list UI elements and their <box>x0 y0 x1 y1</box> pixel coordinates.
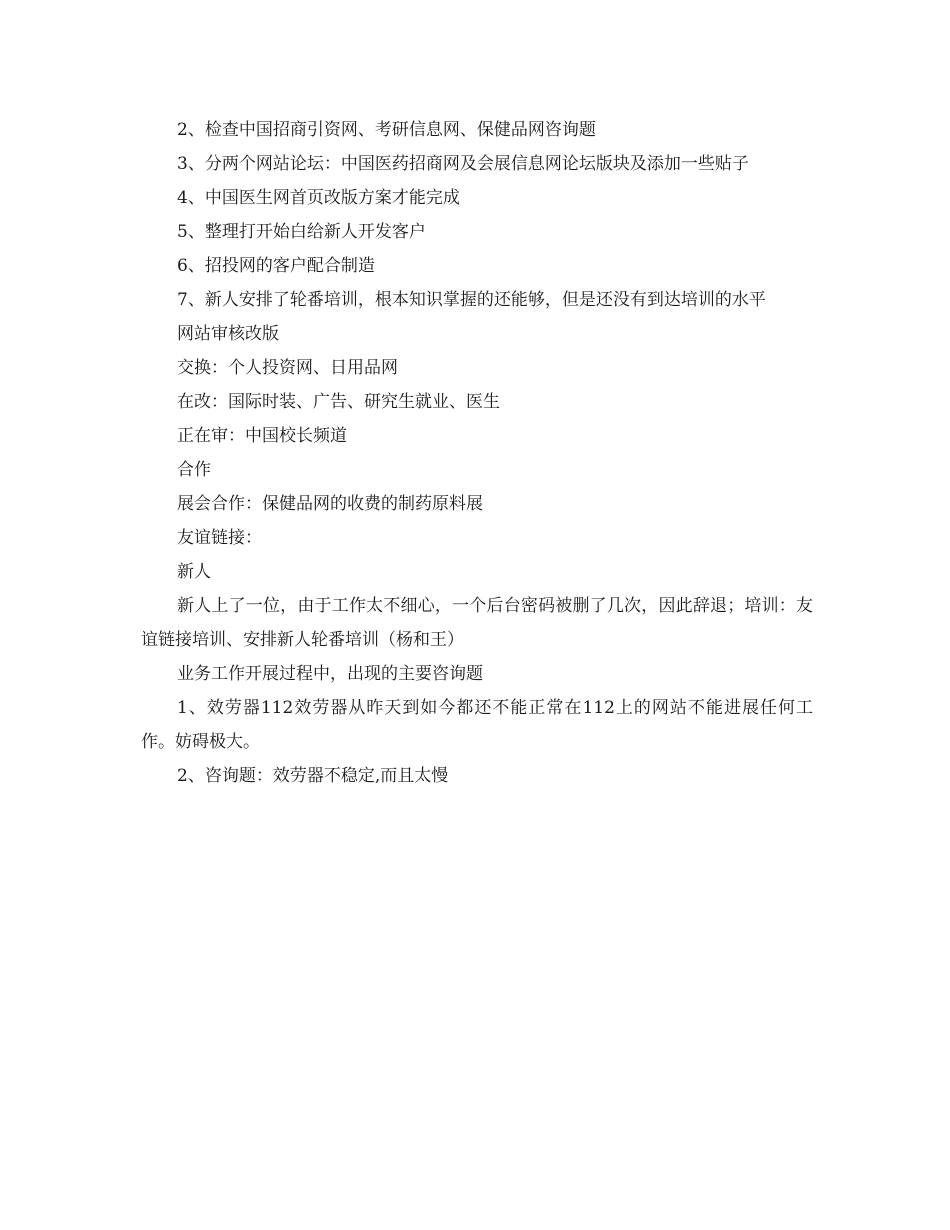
list-item-client-cooperation: 6、招投网的客户配合制造 <box>177 256 375 276</box>
list-item-forums: 3、分两个网站论坛：中国医药招商网及会展信息网论坛版块及添加一些贴子 <box>177 154 749 174</box>
paragraph-exchange: 交换：个人投资网、日用品网 <box>177 358 398 378</box>
list-item-server-unstable: 2、咨询题：效劳器不稳定,而且太慢 <box>177 766 449 786</box>
paragraph-new-staff: 新人上了一位，由于工作太不细心，一个后台密码被删了几次，因此辞退；培训：友谊链接培训、安排新人轮番培训（杨和王） <box>141 596 813 650</box>
list-item-server-down: 1、效劳器112效劳器从昨天到如今都还不能正常在112上的网站不能进展任何工作。妨碍极大。 <box>141 698 813 752</box>
list-item-check-sites: 2、检查中国招商引资网、考研信息网、保健品网咨询题 <box>177 120 596 140</box>
paragraph-under-review: 正在审：中国校长频道 <box>177 426 347 446</box>
list-item-homepage-redesign: 4、中国医生网首页改版方案才能完成 <box>177 188 460 208</box>
document-body <box>141 113 813 793</box>
section-heading-cooperation: 合作 <box>177 460 211 480</box>
list-item-training: 7、新人安排了轮番培训，根本知识掌握的还能够，但是还没有到达培训的水平 <box>177 290 766 310</box>
section-heading-problems: 业务工作开展过程中，出现的主要咨询题 <box>177 664 483 684</box>
section-heading-site-review: 网站审核改版 <box>177 324 279 344</box>
section-heading-new-staff: 新人 <box>177 562 211 582</box>
list-item-new-clients: 5、整理打开始白给新人开发客户 <box>177 222 426 242</box>
paragraph-exhibition-cooperation: 展会合作：保健品网的收费的制药原料展 <box>177 494 483 514</box>
paragraph-in-revision: 在改：国际时装、广告、研究生就业、医生 <box>177 392 500 412</box>
paragraph-friendly-links: 友谊链接： <box>177 528 262 548</box>
